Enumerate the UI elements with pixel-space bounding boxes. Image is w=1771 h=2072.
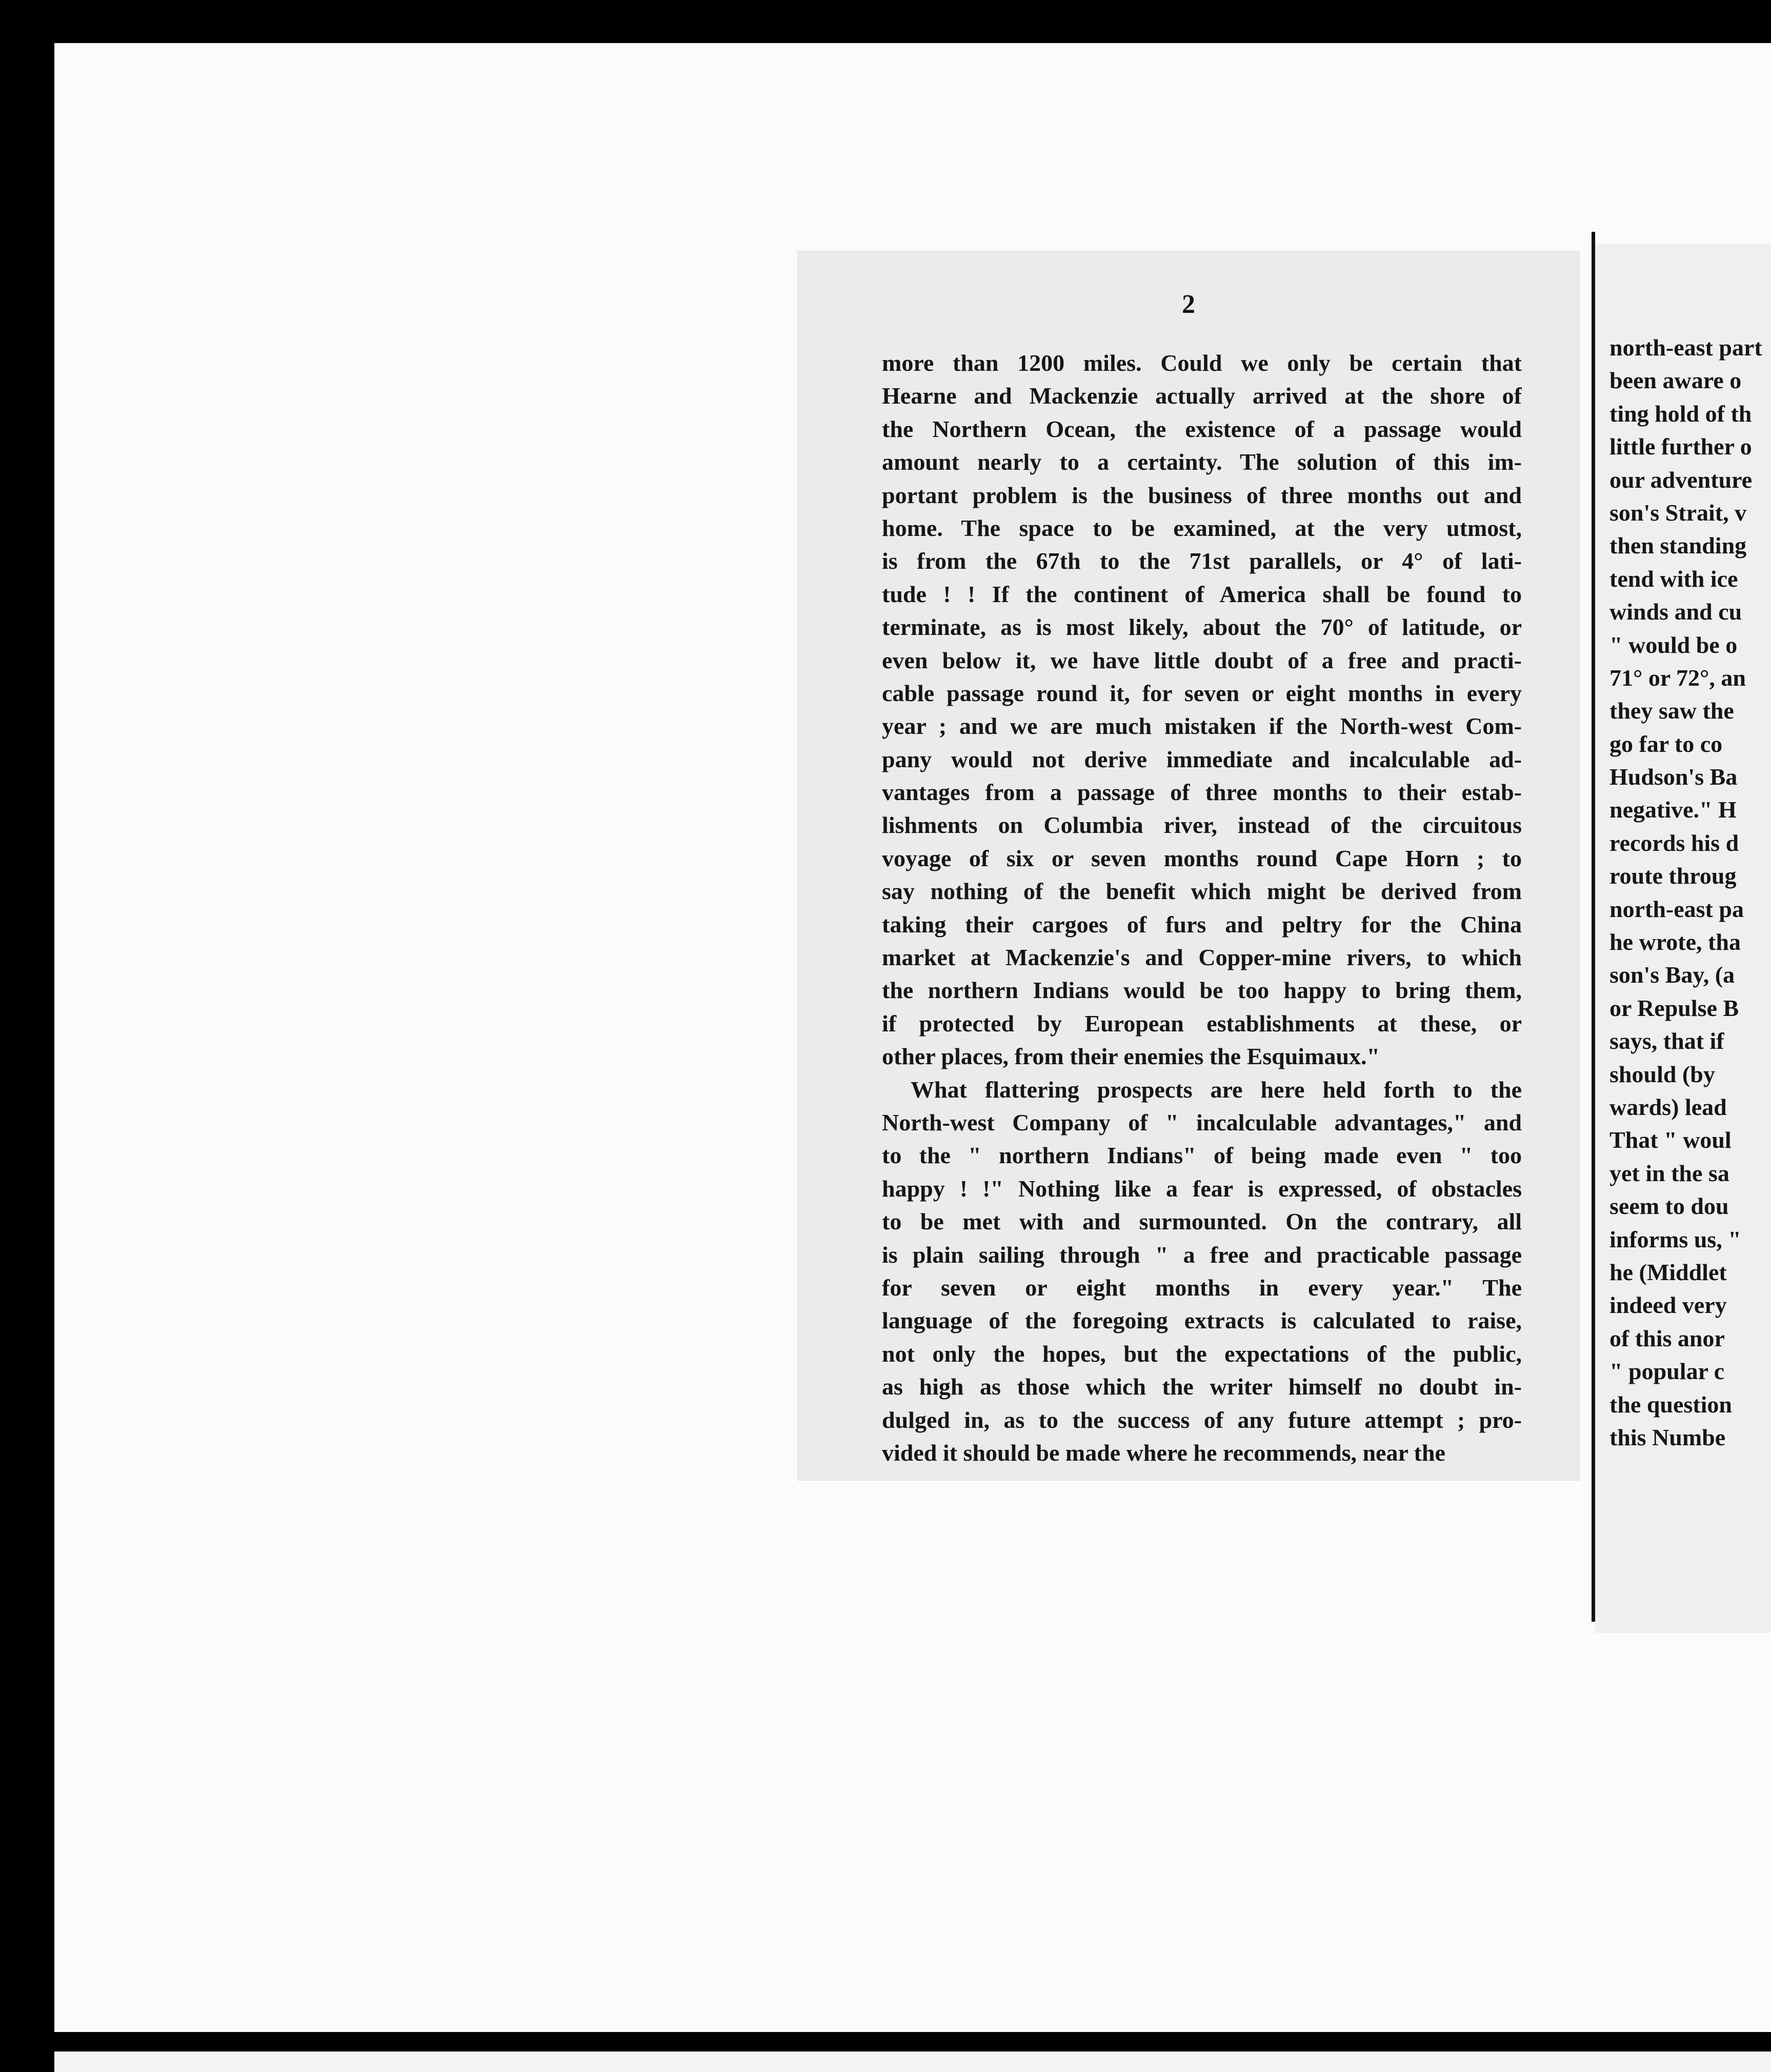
text-line: go far to co (1609, 730, 1723, 757)
page-number: 2 (1182, 290, 1195, 319)
text-line: our adventure (1609, 466, 1753, 493)
text-line: happy ! !" Nothing like a fear is expressed, of obstacles (882, 1175, 1522, 1202)
text-line: the question (1609, 1391, 1732, 1418)
text-line: they saw the (1609, 698, 1734, 724)
text-line: the northern Indians would be too happy to bring them, (882, 977, 1522, 1004)
text-line: if protected by European establishments at these, or (882, 1010, 1522, 1037)
text-line: dulged in, as to the success of any future attempt ; pro- (882, 1406, 1522, 1433)
text-line: home. The space to be examined, at the very utmost, (882, 514, 1522, 541)
text-line: seem to dou (1609, 1193, 1729, 1220)
text-line: pany would not derive immediate and incalculable ad- (882, 746, 1522, 772)
text-line: winds and cu (1609, 599, 1742, 625)
text-line: ting hold of th (1609, 400, 1752, 427)
text-line: not only the hopes, but the expectations of the public, (882, 1340, 1522, 1367)
right-page-cropped (1595, 244, 1771, 1633)
text-line: cable passage round it, for seven or eight months in every (882, 680, 1522, 706)
text-line: language of the foregoing extracts is calculated to raise, (882, 1307, 1522, 1334)
right-page-body (1609, 331, 1771, 1454)
text-line: wards) lead (1609, 1093, 1727, 1120)
text-line: informs us, " (1609, 1226, 1741, 1252)
text-line: market at Mackenzie's and Copper-mine rivers, to which (882, 944, 1522, 971)
text-line: say nothing of the benefit which might be derived from (882, 878, 1522, 905)
text-line: tend with ice (1609, 565, 1738, 592)
text-line: That " woul (1609, 1127, 1732, 1153)
text-line: yet in the sa (1609, 1160, 1729, 1186)
text-line: negative." H (1609, 796, 1737, 823)
text-line: terminate, as is most likely, about the 70° of latitude, or (882, 614, 1522, 641)
text-line: is from the 67th to the 71st parallels, or 4° of lati- (882, 548, 1522, 574)
text-line: to be met with and surmounted. On the contrary, all (882, 1208, 1522, 1235)
text-line: son's Bay, (a (1609, 962, 1735, 988)
text-line: route throug (1609, 863, 1737, 889)
left-page-body (882, 347, 1522, 1469)
text-line: then standing (1609, 532, 1747, 559)
text-line: vided it should be made where he recommends, near the (882, 1439, 1445, 1466)
text-line: for seven or eight months in every year." The (882, 1274, 1522, 1301)
left-page (798, 251, 1579, 1480)
text-line: voyage of six or seven months round Cape Horn ; to (882, 845, 1522, 871)
text-line: What flattering prospects are here held forth to the (911, 1076, 1522, 1103)
text-line: indeed very (1609, 1292, 1727, 1319)
text-line: should (by (1609, 1061, 1715, 1087)
text-line: portant problem is the business of three months out and (882, 482, 1522, 508)
text-line: vantages from a passage of three months to their estab- (882, 779, 1522, 806)
text-line: even below it, we have little doubt of a free and practi- (882, 647, 1522, 673)
text-line: " would be o (1609, 631, 1738, 658)
text-line: lishments on Columbia river, instead of the circuitous (882, 812, 1522, 839)
text-line: tude ! ! If the continent of America shall be found to (882, 581, 1522, 607)
text-line: says, that if (1609, 1028, 1724, 1054)
text-line: to the " northern Indians" of being made even " too (882, 1142, 1522, 1169)
text-line: Hudson's Ba (1609, 764, 1738, 790)
text-line: north-east pa (1609, 895, 1744, 922)
text-line: he wrote, tha (1609, 929, 1741, 955)
text-line: amount nearly to a certainty. The solution of this im- (882, 449, 1522, 475)
text-line: is plain sailing through " a free and practicable passage (882, 1241, 1522, 1268)
text-line: more than 1200 miles. Could we only be certain that (882, 350, 1522, 376)
text-line: " popular c (1609, 1358, 1725, 1385)
binding-gutter (1592, 232, 1595, 1622)
text-line: he (Middlet (1609, 1259, 1727, 1285)
text-line: or Repulse B (1609, 994, 1739, 1021)
text-line: year ; and we are much mistaken if the North-west Com- (882, 713, 1522, 740)
text-line: Hearne and Mackenzie actually arrived at the shore of (882, 383, 1522, 409)
text-line: taking their cargoes of furs and peltry for the China (882, 911, 1522, 938)
text-line: North-west Company of " incalculable advantages," and (882, 1109, 1522, 1135)
next-frame-strip (54, 2051, 1771, 2072)
text-line: 71° or 72°, an (1609, 664, 1746, 691)
text-line: little further o (1609, 433, 1752, 460)
text-line: as high as those which the writer himself no doubt in- (882, 1373, 1522, 1400)
text-line: this Numbe (1609, 1424, 1726, 1450)
text-line: of this anor (1609, 1325, 1725, 1351)
text-line: been aware o (1609, 367, 1742, 394)
text-line: other places, from their enemies the Esquimaux." (882, 1043, 1380, 1070)
text-line: the Northern Ocean, the existence of a passage would (882, 415, 1522, 442)
text-line: son's Strait, v (1609, 499, 1747, 526)
text-line: records his d (1609, 829, 1739, 856)
text-line: north-east part (1609, 334, 1762, 361)
